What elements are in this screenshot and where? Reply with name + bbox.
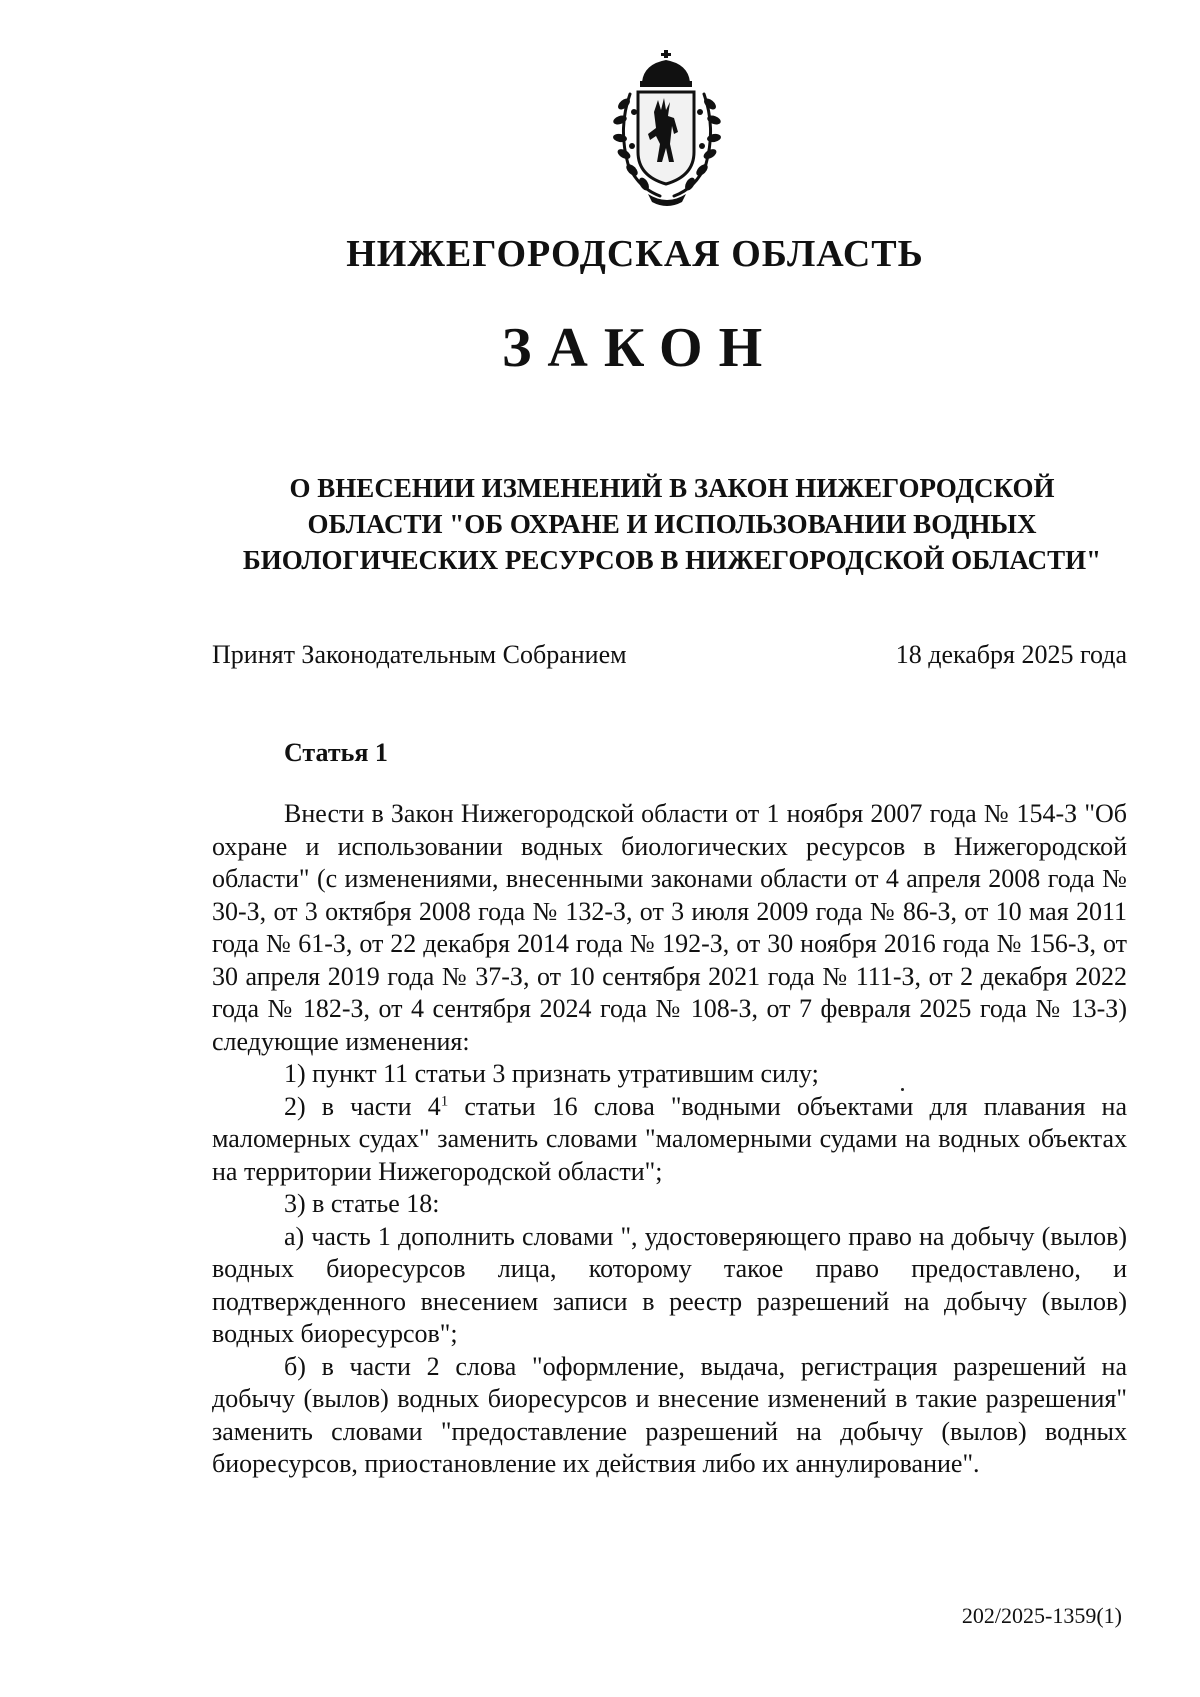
adoption-date: 18 декабря 2025 года (895, 640, 1127, 669)
region-title: НИЖЕГОРОДСКАЯ ОБЛАСТЬ (346, 233, 924, 275)
amendment-item-3b: б) в части 2 слова "оформление, выдача, регистрация разрешений на добычу (вылов) водных биоресурсов и внесение изменений в такие разрешения" заменить словами "предоставление разрешений на добычу (вылов) водных биоресурсов, приостановление их действия либо их аннулирование". (212, 1351, 1127, 1478)
amendment-item-3a: а) часть 1 дополнить словами ", удостоверяющего право на добычу (вылов) водных биоресурсов лица, которому такое право предоставлено, и подтвержденного внесением записи в реестр разрешений на добычу (вылов) водных биоресурсов"; (212, 1221, 1127, 1348)
superscript-marker: 1 (440, 1092, 449, 1109)
amendment-item-2-text: статьи 16 слова "водными объектами для плавания на маломерных судах" заменить словами "маломерными судами на водных объектах на территории Нижегородской области"; (212, 1091, 1127, 1186)
document-type-title: ЗАКОН (501, 317, 779, 379)
article-intro-paragraph: Внести в Закон Нижегородской области от 1 ноября 2007 года № 154-З "Об охране и использовании водных биологических ресурсов в Нижегородской области" (с изменениями, внесенными законами области от 4 апреля 2008 года № 30-З, от 3 октября 2008 года № 132-З, от 3 июля 2009 года № 86-З, от 10 мая 2011 года № 61-З, от 22 декабря 2014 года № 192-З, от 30 ноября 2016 года № 156-З, от 30 апреля 2019 года № 37-З, от 10 сентября 2021 года № 111-З, от 2 декабря 2022 года № 182-З, от 4 сентября 2024 года № 108-З, от 7 февраля 2025 года № 13-З) следующие изменения: (212, 799, 1127, 1056)
law-title-line: БИОЛОГИЧЕСКИХ РЕСУРСОВ В НИЖЕГОРОДСКОЙ ОБЛАСТИ" (242, 545, 1102, 575)
coat-of-arms-icon (598, 48, 736, 206)
adoption-line (212, 640, 1127, 670)
scan-artifact (901, 1088, 904, 1091)
amendment-item-2 (212, 1091, 1127, 1189)
adopted-by: Принят Законодательным Собранием (212, 640, 627, 669)
article-heading: Статья 1 (284, 738, 388, 767)
article-body (212, 798, 1127, 1481)
law-title-line: ОБЛАСТИ "ОБ ОХРАНЕ И ИСПОЛЬЗОВАНИИ ВОДНЫХ (307, 509, 1037, 539)
law-title (212, 470, 1132, 578)
amendment-item-2-prefix: 2) в части 4 (284, 1091, 441, 1121)
document-number: 202/2025-1359(1) (961, 1603, 1122, 1628)
amendment-item-3: 3) в статье 18: (284, 1189, 440, 1218)
law-title-line: О ВНЕСЕНИИ ИЗМЕНЕНИЙ В ЗАКОН НИЖЕГОРОДСКОЙ (289, 473, 1055, 503)
amendment-item-1: 1) пункт 11 статьи 3 признать утратившим силу; (284, 1059, 819, 1088)
